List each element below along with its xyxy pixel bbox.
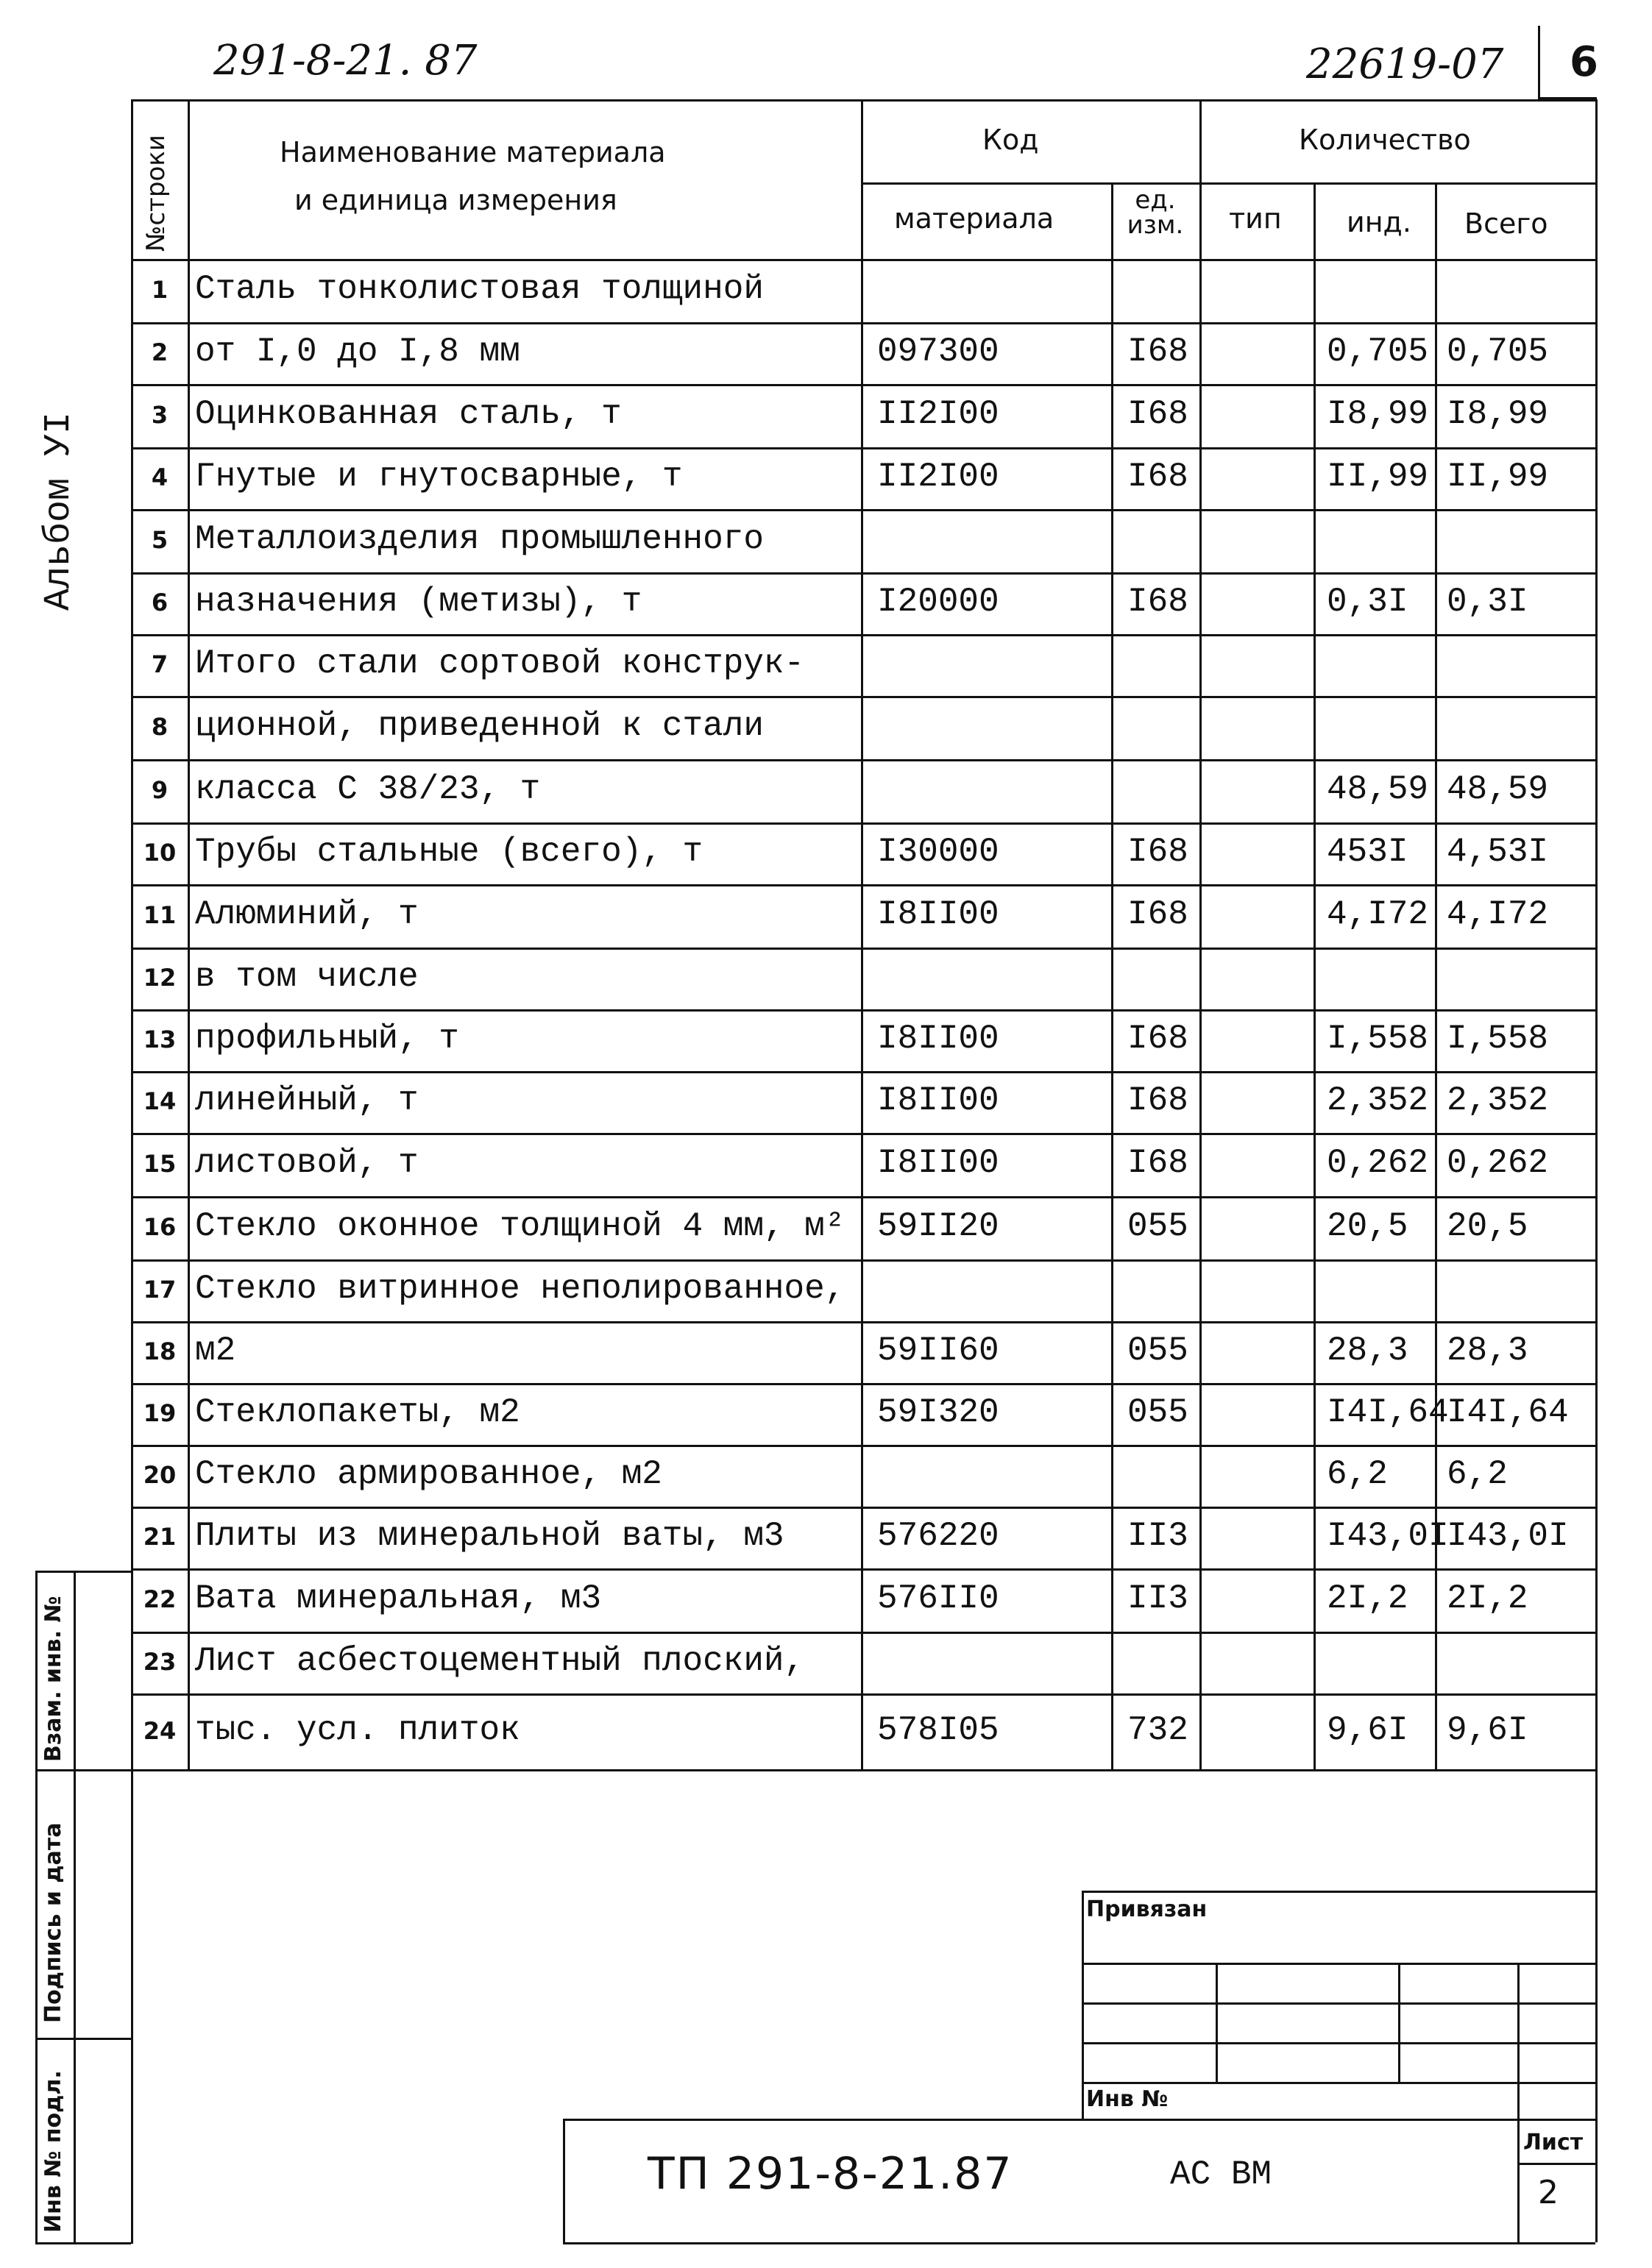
material-name: Итого стали сортовой конструк- [195, 644, 805, 683]
row-separator [131, 759, 1595, 761]
privyazan-col-1 [1216, 1963, 1218, 2082]
stamp-bottom [35, 2242, 131, 2244]
qty-individual: 20,5 [1327, 1207, 1408, 1245]
doc-number-left: 291-8-21. 87 [213, 37, 478, 85]
stamp-top [35, 1571, 131, 1573]
header-code: Код [982, 124, 1039, 156]
row-number: 7 [151, 650, 169, 678]
col-divider-unit [1111, 182, 1113, 1769]
row-separator [131, 1693, 1595, 1696]
row-number: 14 [143, 1087, 177, 1115]
material-name: Стекло оконное толщиной 4 мм, м² [195, 1207, 846, 1245]
qty-total: I43,0I [1447, 1517, 1569, 1555]
qty-total: 0,705 [1447, 333, 1549, 371]
material-code: 576220 [877, 1517, 999, 1555]
stamp-left-border [35, 1571, 38, 2244]
qty-total: 4,53I [1447, 833, 1549, 871]
row-number: 6 [151, 589, 169, 616]
row-separator [131, 1196, 1595, 1198]
qty-individual: 0,705 [1327, 333, 1429, 371]
row-separator [131, 822, 1595, 825]
row-number: 23 [143, 1648, 177, 1676]
material-code: 59II60 [877, 1332, 999, 1370]
qty-individual: 28,3 [1327, 1332, 1408, 1370]
row-separator [131, 1507, 1595, 1509]
album-label: Альбом УI [38, 411, 80, 611]
header-code-unit: ед. изм. [1127, 185, 1184, 240]
material-name: м2 [195, 1332, 236, 1370]
header-qty-type: тип [1229, 202, 1282, 235]
row-separator [131, 1133, 1595, 1135]
qty-total: 28,3 [1447, 1332, 1528, 1370]
stamp-divider-2 [35, 2038, 131, 2040]
header-name-line1: Наименование материала [280, 136, 666, 168]
material-name: Сталь тонколистовая толщиной [195, 270, 764, 308]
title-left [563, 2119, 565, 2242]
list-label: Лист [1523, 2130, 1584, 2155]
material-name: Оцинкованная сталь, т [195, 395, 622, 433]
row-number: 8 [151, 713, 169, 741]
row-number: 3 [151, 401, 169, 429]
material-code: II2I00 [877, 395, 999, 433]
row-separator [131, 1321, 1595, 1323]
unit-code: I68 [1127, 833, 1188, 871]
material-name: линейный, т [195, 1081, 419, 1120]
qty-individual: 0,262 [1327, 1144, 1429, 1182]
header-qty-total: Всего [1464, 207, 1548, 240]
page-number-divider [1538, 26, 1540, 99]
unit-code: I68 [1127, 333, 1188, 371]
row-number: 18 [143, 1337, 177, 1365]
material-name: от I,0 до I,8 мм [195, 333, 520, 371]
qty-individual: 6,2 [1327, 1455, 1388, 1493]
stamp-divider-1 [35, 1769, 131, 1771]
qty-total: I8,99 [1447, 395, 1549, 433]
stamp-inner-border [74, 1571, 76, 2244]
row-separator [131, 948, 1595, 950]
title-bottom [563, 2242, 1595, 2244]
material-name: класса С 38/23, т [195, 770, 541, 808]
qty-total: 2I,2 [1447, 1579, 1528, 1618]
row-number: 15 [143, 1150, 177, 1178]
table-top-border [131, 99, 1595, 102]
unit-code: II3 [1127, 1517, 1188, 1555]
qty-individual: II,99 [1327, 458, 1429, 496]
table-right-border [1595, 99, 1598, 1769]
qty-individual: 2I,2 [1327, 1579, 1408, 1618]
table-bottom-border [131, 1769, 1595, 1771]
row-separator [131, 509, 1595, 511]
material-name: Трубы стальные (всего), т [195, 833, 703, 871]
material-name: Алюминий, т [195, 895, 419, 934]
privyazan-col-3 [1517, 1963, 1520, 2119]
header-code-material: материала [894, 202, 1054, 235]
privyazan-col-2 [1398, 1963, 1400, 2082]
qty-individual: I,558 [1327, 1020, 1429, 1058]
material-name: Лист асбестоцементный плоский, [195, 1642, 805, 1680]
qty-individual: 453I [1327, 833, 1408, 871]
doc-code: ТП 291-8-21.87 [648, 2148, 1013, 2200]
qty-individual: I43,0I [1327, 1517, 1449, 1555]
list-divider [1517, 2163, 1595, 2165]
material-name: Плиты из минеральной ваты, м3 [195, 1517, 784, 1555]
header-bottom-border [131, 259, 1595, 261]
list-col [1517, 2119, 1520, 2242]
privyazan-top [1082, 1891, 1595, 1893]
unit-code: I68 [1127, 395, 1188, 433]
qty-individual: I8,99 [1327, 395, 1429, 433]
qty-total: 6,2 [1447, 1455, 1508, 1493]
row-number: 4 [151, 463, 169, 491]
unit-code: I68 [1127, 1144, 1188, 1182]
qty-total: II,99 [1447, 458, 1549, 496]
row-separator [131, 1009, 1595, 1012]
row-separator [131, 447, 1595, 449]
row-number: 12 [143, 964, 177, 992]
qty-individual: I4I,64 [1327, 1393, 1449, 1432]
row-number: 10 [143, 839, 177, 867]
row-number: 1 [151, 276, 169, 304]
doc-mark: АС ВМ [1170, 2155, 1272, 2194]
row-number: 11 [143, 901, 177, 929]
row-number: 22 [143, 1585, 177, 1613]
row-separator [131, 322, 1595, 324]
material-name: тыс. усл. плиток [195, 1711, 520, 1749]
unit-code: I68 [1127, 895, 1188, 934]
material-name: Стеклопакеты, м2 [195, 1393, 520, 1432]
qty-total: 0,3I [1447, 583, 1528, 621]
header-qty: Количество [1299, 124, 1471, 156]
stamp-right-border [131, 1571, 133, 2244]
row-separator [131, 884, 1595, 886]
unit-code: 055 [1127, 1207, 1188, 1245]
row-number: 5 [151, 526, 169, 554]
row-number: 20 [143, 1461, 177, 1489]
unit-code: I68 [1127, 583, 1188, 621]
material-name: Вата минеральная, м3 [195, 1579, 602, 1618]
material-code: I8II00 [877, 1081, 999, 1120]
material-code: I8II00 [877, 1144, 999, 1182]
vzam-inv-label: Взам. инв. № [40, 1596, 66, 1762]
material-name: листовой, т [195, 1144, 419, 1182]
material-code: 59II20 [877, 1207, 999, 1245]
header-mid-border [861, 182, 1595, 185]
row-number: 13 [143, 1025, 177, 1053]
qty-individual: 0,3I [1327, 583, 1408, 621]
row-separator [131, 634, 1595, 636]
row-separator [131, 1445, 1595, 1447]
page-number: 6 [1570, 38, 1598, 86]
qty-total: 20,5 [1447, 1207, 1528, 1245]
row-separator [131, 1071, 1595, 1073]
unit-code: 055 [1127, 1393, 1188, 1432]
material-name: Гнутые и гнутосварные, т [195, 458, 683, 496]
qty-total: 0,262 [1447, 1144, 1549, 1182]
header-row-number: №строки [141, 135, 171, 252]
table-left-border [131, 99, 133, 1769]
header-qty-ind: инд. [1347, 206, 1411, 238]
privyazan-label: Привязан [1086, 1896, 1208, 1922]
unit-code: II3 [1127, 1579, 1188, 1618]
qty-individual: 9,6I [1327, 1711, 1408, 1749]
inv-no-label: Инв № [1086, 2086, 1169, 2112]
unit-code: I68 [1127, 458, 1188, 496]
material-name: профильный, т [195, 1020, 459, 1058]
qty-total: 48,59 [1447, 770, 1549, 808]
row-number: 17 [143, 1276, 177, 1304]
row-number: 9 [151, 776, 169, 804]
row-number: 24 [143, 1717, 177, 1745]
row-separator [131, 384, 1595, 386]
material-name: Стекло витринное неполированное, [195, 1270, 846, 1308]
material-code: I30000 [877, 833, 999, 871]
row-number: 2 [151, 338, 169, 366]
qty-total: 9,6I [1447, 1711, 1528, 1749]
row-separator [131, 1383, 1595, 1385]
row-separator [131, 1259, 1595, 1262]
qty-total: 2,352 [1447, 1081, 1549, 1120]
row-separator [131, 572, 1595, 575]
material-name: Стекло армированное, м2 [195, 1455, 662, 1493]
material-name: назначения (метизы), т [195, 583, 642, 621]
title-top [563, 2119, 1595, 2121]
inv-podl-label: Инв № подл. [40, 2070, 66, 2233]
material-code: II2I00 [877, 458, 999, 496]
podpis-data-label: Подпись и дата [40, 1822, 66, 2023]
col-divider-name [188, 99, 190, 1769]
col-divider-qty [1199, 99, 1202, 1769]
material-code: I8II00 [877, 1020, 999, 1058]
col-divider-code [861, 99, 863, 1769]
header-name-line2: и единица измерения [294, 184, 617, 216]
unit-code: I68 [1127, 1081, 1188, 1120]
row-separator [131, 696, 1595, 698]
unit-code: 732 [1127, 1711, 1188, 1749]
row-separator [131, 1632, 1595, 1634]
list-number: 2 [1538, 2174, 1559, 2211]
material-code: I20000 [877, 583, 999, 621]
material-name: ционной, приведенной к стали [195, 707, 764, 745]
qty-individual: 4,I72 [1327, 895, 1429, 934]
row-number: 21 [143, 1523, 177, 1551]
row-number: 19 [143, 1399, 177, 1427]
row-number: 16 [143, 1213, 177, 1241]
unit-code: I68 [1127, 1020, 1188, 1058]
qty-individual: 48,59 [1327, 770, 1429, 808]
doc-number-right: 22619-07 [1306, 40, 1504, 88]
qty-individual: 2,352 [1327, 1081, 1429, 1120]
title-right [1595, 1769, 1598, 2242]
row-separator [131, 1568, 1595, 1571]
qty-total: 4,I72 [1447, 895, 1549, 934]
material-name: в том числе [195, 958, 419, 996]
material-code: 59I320 [877, 1393, 999, 1432]
material-code: 578I05 [877, 1711, 999, 1749]
unit-code: 055 [1127, 1332, 1188, 1370]
material-code: 097300 [877, 333, 999, 371]
qty-total: I,558 [1447, 1020, 1549, 1058]
material-code: 576II0 [877, 1579, 999, 1618]
material-name: Металлоизделия промышленного [195, 520, 764, 558]
privyazan-left [1082, 1891, 1084, 2119]
qty-total: I4I,64 [1447, 1393, 1569, 1432]
col-divider-ind [1314, 182, 1316, 1769]
material-code: I8II00 [877, 895, 999, 934]
